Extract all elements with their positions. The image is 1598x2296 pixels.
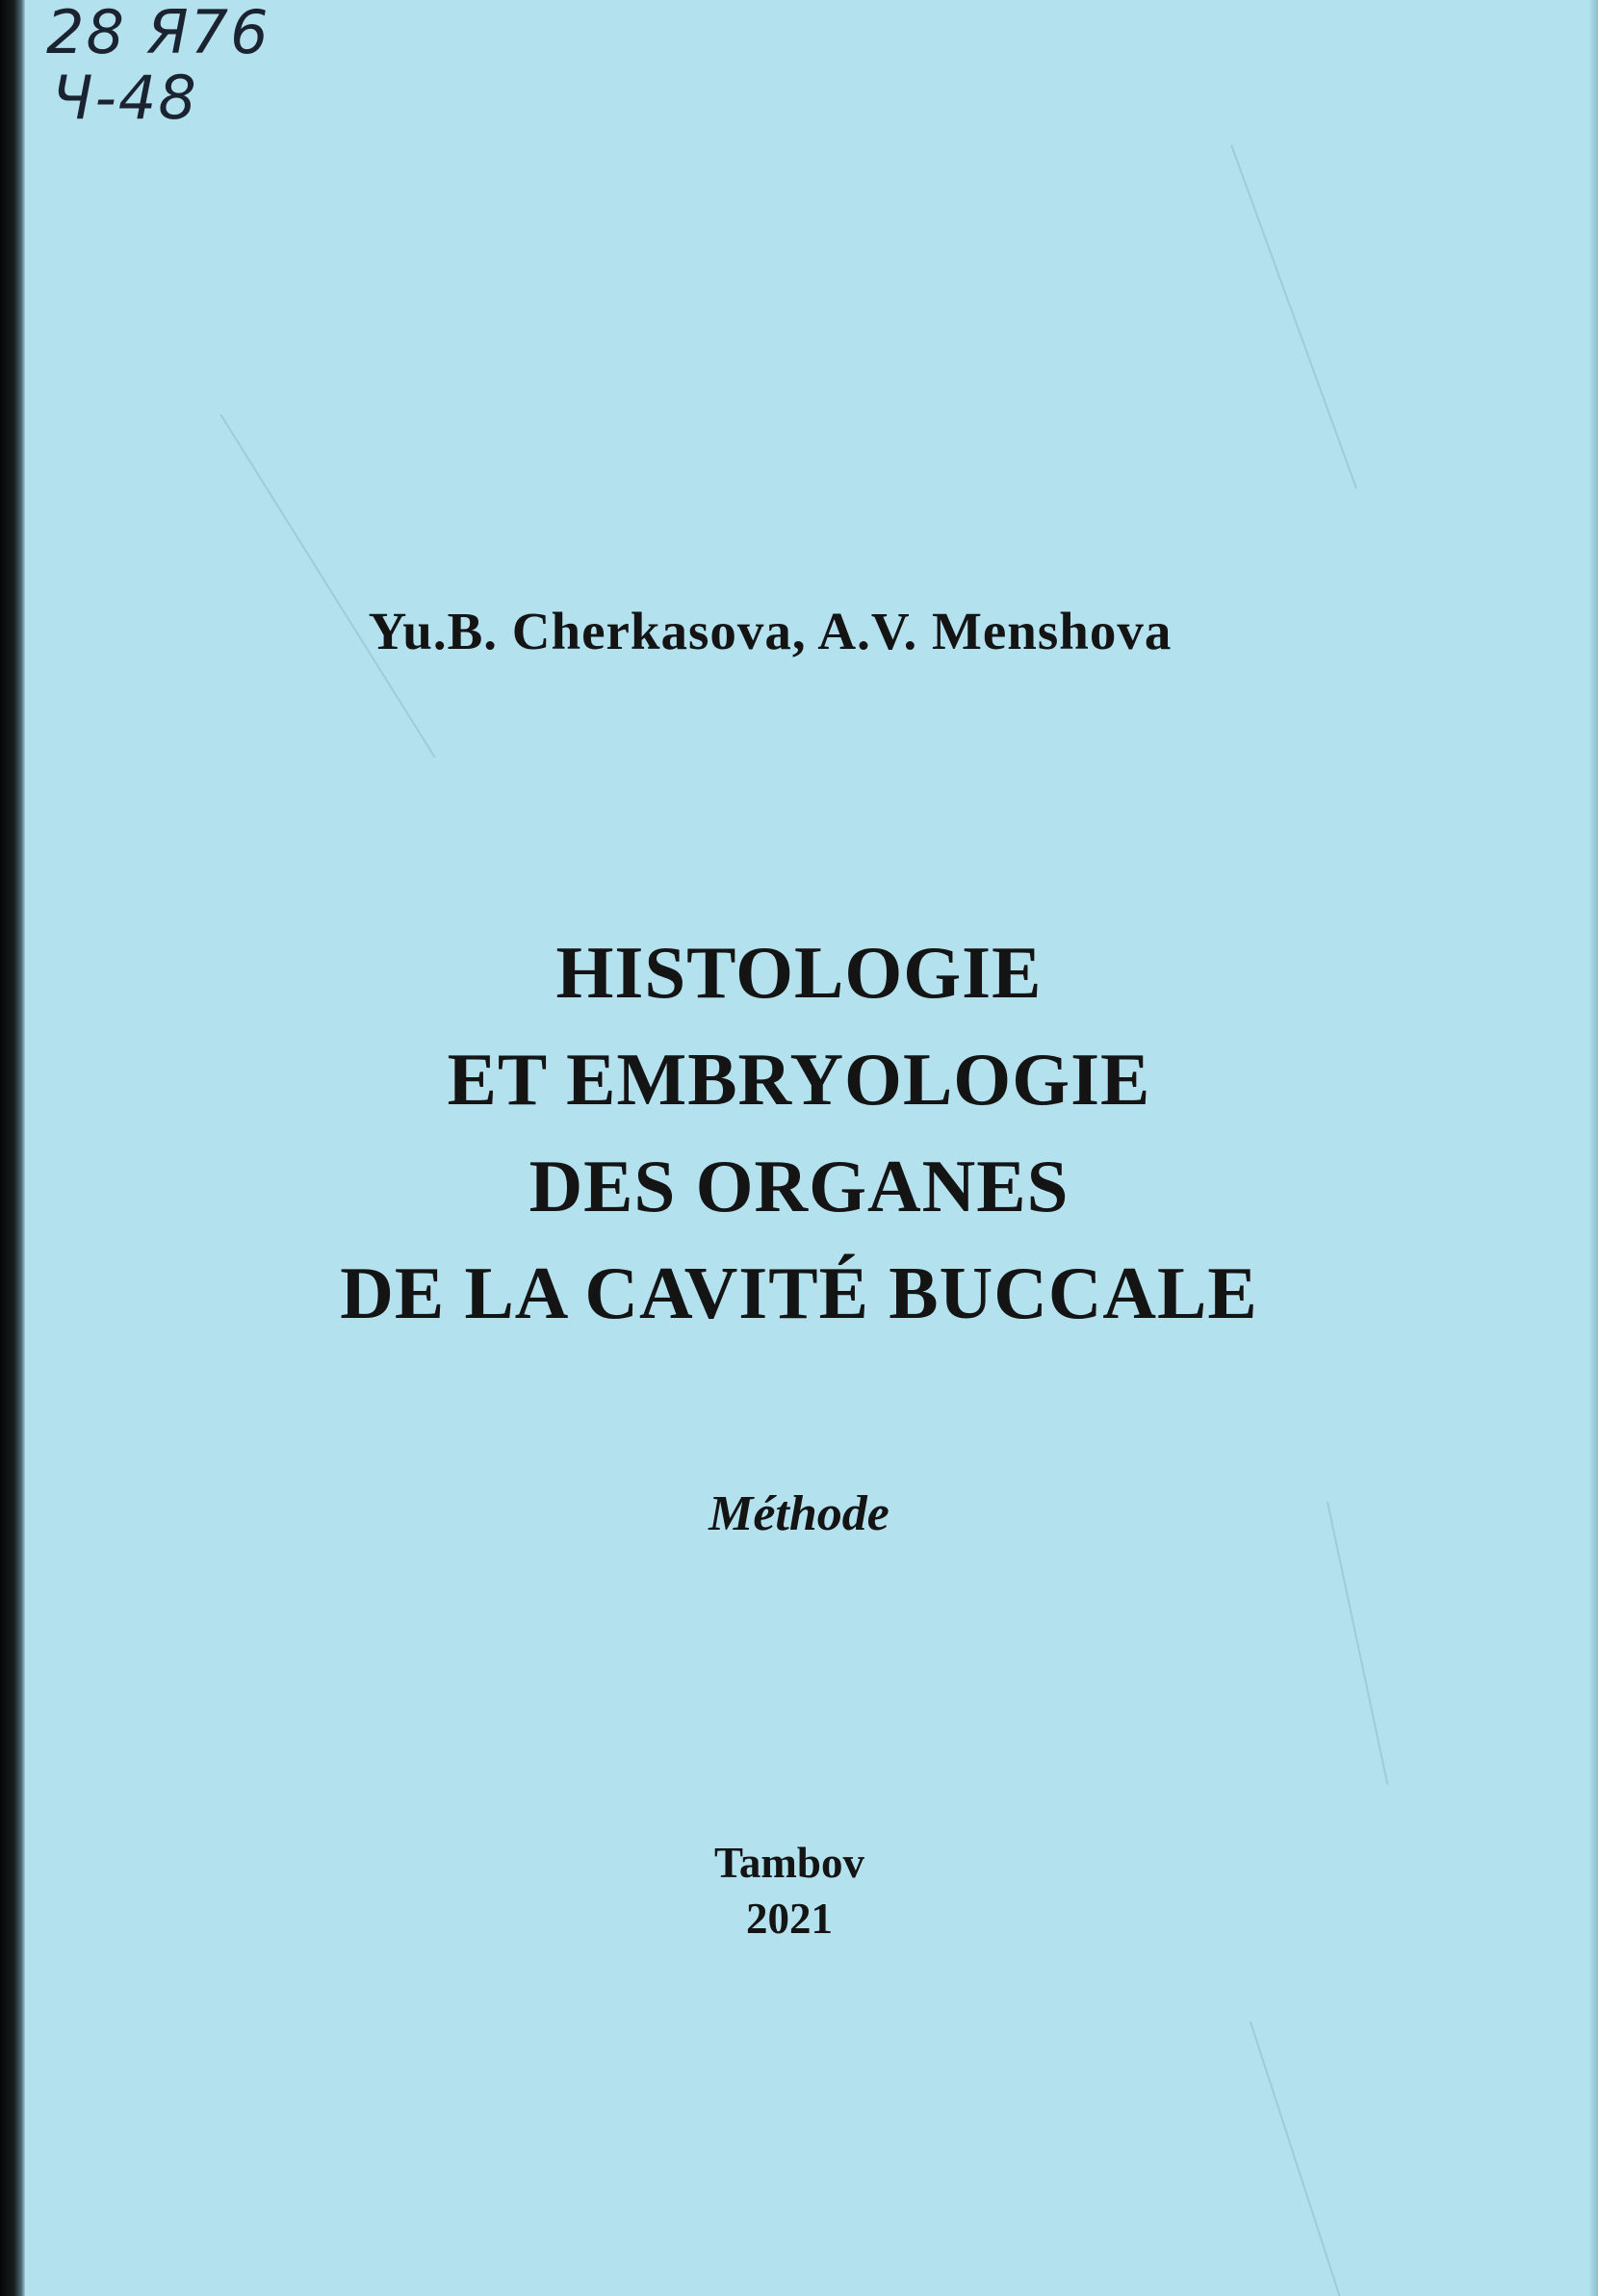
title-line-1: HISTOLOGIE xyxy=(555,931,1043,1014)
title-line-4: DE LA CAVITÉ BUCCALE xyxy=(340,1251,1258,1334)
title-line-3: DES ORGANES xyxy=(528,1145,1070,1227)
authors: Yu.B. Cherkasova, A.V. Menshova xyxy=(368,602,1173,660)
title-line-2: ET EMBRYOLOGIE xyxy=(447,1038,1151,1121)
cover-scratch xyxy=(219,414,435,758)
call-number-line-2: Ч-48 xyxy=(52,63,198,133)
call-number-line-1: 28 Я76 xyxy=(46,0,271,67)
publication-year: 2021 xyxy=(746,1895,833,1943)
cover-scratch xyxy=(1327,1502,1388,1785)
book-title xyxy=(96,919,1502,1347)
cover-scratch xyxy=(1230,144,1357,489)
publication-place: Tambov xyxy=(714,1839,864,1887)
book-subtitle: Méthode xyxy=(709,1486,889,1541)
library-call-number xyxy=(46,0,271,131)
cover-right-edge xyxy=(1588,0,1598,2296)
imprint xyxy=(125,1835,1454,1947)
cover-scratch xyxy=(1250,2022,1347,2296)
book-spine-edge xyxy=(0,0,25,2296)
